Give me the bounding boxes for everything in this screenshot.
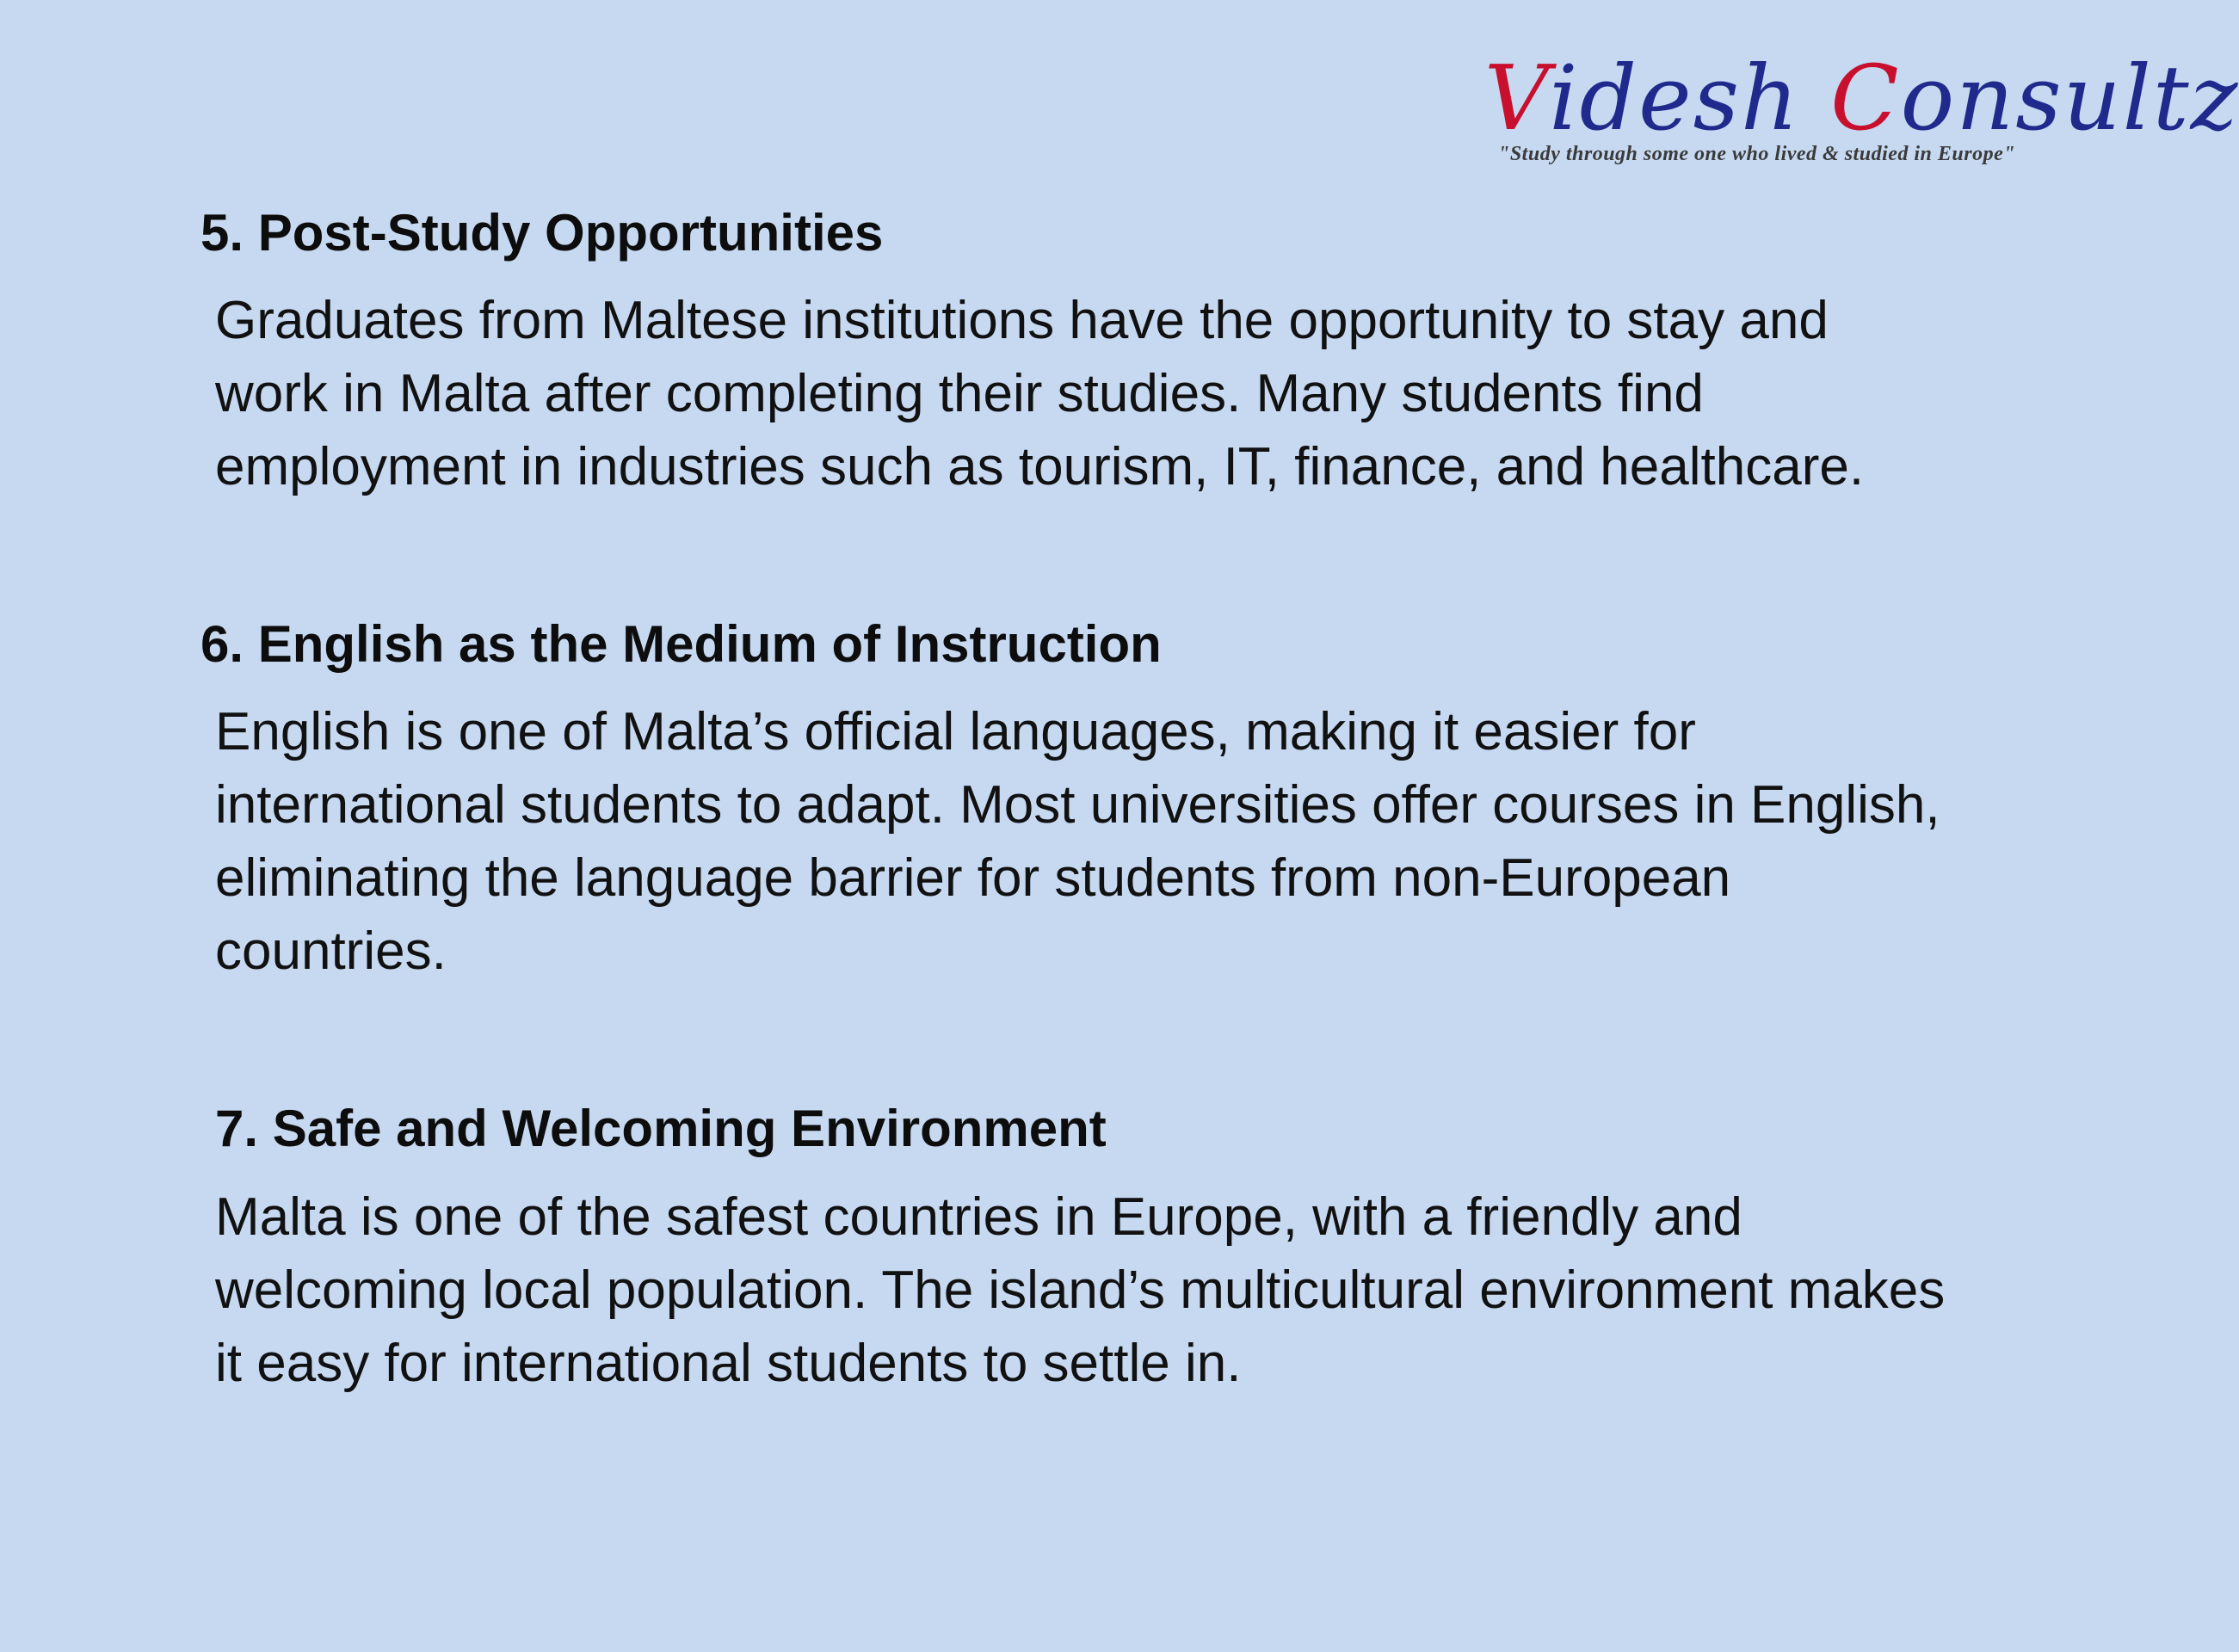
section-paragraph bbox=[215, 695, 2091, 988]
paragraph-line: work in Malta after completing their studies. Many students find bbox=[215, 364, 1704, 423]
paragraph-line: Malta is one of the safest countries in Europe, with a friendly and bbox=[215, 1187, 1742, 1247]
section-heading: 5. Post-Study Opportunities bbox=[200, 204, 884, 262]
logo-tagline: "Study through some one who lived & studied in Europe" bbox=[1498, 143, 2016, 165]
logo-text-idesh: idesh bbox=[1549, 46, 1831, 151]
paragraph-line: English is one of Malta’s official languages, making it easier for bbox=[215, 702, 1696, 761]
paragraph-line: countries. bbox=[215, 922, 447, 981]
videsh-consultz-logo bbox=[1484, 46, 2239, 174]
logo-letter-c: C bbox=[1830, 46, 1901, 151]
paragraph-line: it easy for international students to settle in. bbox=[215, 1334, 1242, 1393]
section-heading: 7. Safe and Welcoming Environment bbox=[215, 1100, 1107, 1157]
logo-text-onsultz: onsultz bbox=[1900, 46, 2239, 151]
paragraph-line: Graduates from Maltese institutions have the opportunity to stay and bbox=[215, 291, 1829, 350]
section-heading: 6. English as the Medium of Instruction bbox=[200, 615, 1162, 673]
logo-letter-v: V bbox=[1484, 46, 1550, 151]
paragraph-line: international students to adapt. Most universities offer courses in English, bbox=[215, 775, 1940, 835]
logo-title bbox=[1484, 46, 2239, 151]
section-paragraph bbox=[215, 284, 2091, 503]
section-paragraph bbox=[215, 1180, 2091, 1400]
paragraph-line: welcoming local population. The island’s multicultural environment makes bbox=[215, 1261, 1946, 1320]
paragraph-line: employment in industries such as tourism, IT, finance, and healthcare. bbox=[215, 437, 1865, 496]
paragraph-line: eliminating the language barrier for students from non-European bbox=[215, 848, 1731, 908]
